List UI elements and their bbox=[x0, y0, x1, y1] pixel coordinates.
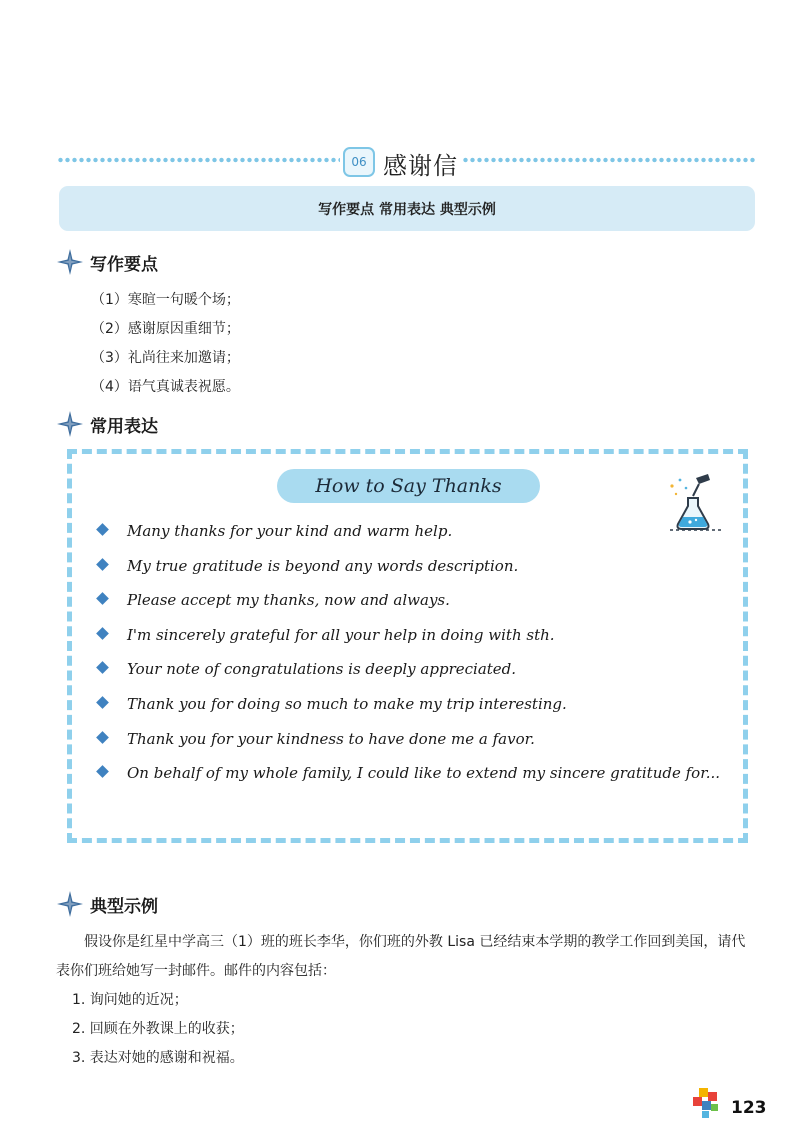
expressions-section-heading bbox=[56, 410, 158, 438]
page-number: 123 bbox=[731, 1098, 767, 1118]
phrase-text: Many thanks for your kind and warm help. bbox=[127, 522, 453, 540]
star-icon bbox=[56, 248, 84, 276]
example-section-heading bbox=[56, 890, 158, 918]
writing-points-list bbox=[91, 288, 240, 404]
list-item bbox=[95, 514, 735, 549]
diamond-bullet-icon bbox=[96, 696, 109, 709]
star-icon bbox=[56, 890, 84, 918]
phrase-text: My true gratitude is beyond any words description. bbox=[127, 556, 519, 575]
thanks-box-title: How to Say Thanks bbox=[277, 469, 540, 503]
example-section-title: 典型示例 bbox=[90, 896, 158, 917]
header-dotted-line-right bbox=[462, 157, 755, 163]
list-item: （2）感谢原因重细节； bbox=[91, 321, 240, 337]
diamond-bullet-icon bbox=[96, 731, 109, 744]
list-item bbox=[95, 549, 735, 584]
example-prompt bbox=[56, 928, 756, 1073]
list-item: 3. 表达对她的感谢和祝福。 bbox=[72, 1050, 244, 1066]
diamond-bullet-icon bbox=[96, 592, 109, 605]
list-item: （1）寒暄一句暖个场； bbox=[91, 292, 240, 308]
phrase-text: Thank you for doing so much to make my trip interesting. bbox=[127, 694, 567, 713]
points-section-heading bbox=[56, 248, 158, 276]
diamond-bullet-icon bbox=[96, 765, 109, 778]
diamond-bullet-icon bbox=[96, 662, 109, 675]
chapter-number-badge: 06 bbox=[343, 147, 375, 177]
list-item: （4）语气真诚表祝愿。 bbox=[91, 379, 240, 395]
chapter-title: 感谢信 bbox=[383, 152, 458, 180]
section-banner: 写作要点 常用表达 典型示例 bbox=[59, 186, 755, 231]
phrase-text: Please accept my thanks, now and always. bbox=[127, 591, 450, 610]
phrase-text: On behalf of my whole family, I could like to extend my sincere gratitude for... bbox=[127, 764, 721, 783]
expressions-section-title: 常用表达 bbox=[90, 416, 158, 437]
publisher-logo-icon bbox=[692, 1086, 720, 1124]
list-item bbox=[95, 756, 735, 790]
diamond-bullet-icon bbox=[96, 627, 109, 640]
star-icon bbox=[56, 410, 84, 438]
phrase-text: Thank you for your kindness to have done me a favor. bbox=[127, 729, 535, 748]
list-item bbox=[95, 652, 735, 687]
list-item: 2. 回顾在外教课上的收获； bbox=[72, 1021, 244, 1037]
phrase-text: I'm sincerely grateful for all your help in doing with sth. bbox=[127, 625, 555, 644]
list-item: （3）礼尚往来加邀请； bbox=[91, 350, 240, 366]
list-item bbox=[95, 618, 735, 653]
diamond-bullet-icon bbox=[96, 558, 109, 571]
example-intro: 假设你是红星中学高三（1）班的班长李华，你们班的外教 Lisa 已经结束本学期的教学工作回到美国，请代表你们班给她写一封邮件。邮件的内容包括： bbox=[56, 934, 746, 979]
list-item bbox=[95, 583, 735, 618]
diamond-bullet-icon bbox=[96, 523, 109, 536]
thanks-phrase-list bbox=[95, 514, 735, 790]
header-dotted-line-left bbox=[57, 157, 340, 163]
list-item bbox=[95, 722, 735, 757]
phrase-text: Your note of congratulations is deeply appreciated. bbox=[127, 660, 517, 679]
points-section-title: 写作要点 bbox=[90, 254, 158, 275]
list-item: 1. 询问她的近况； bbox=[72, 992, 188, 1008]
list-item bbox=[95, 687, 735, 722]
